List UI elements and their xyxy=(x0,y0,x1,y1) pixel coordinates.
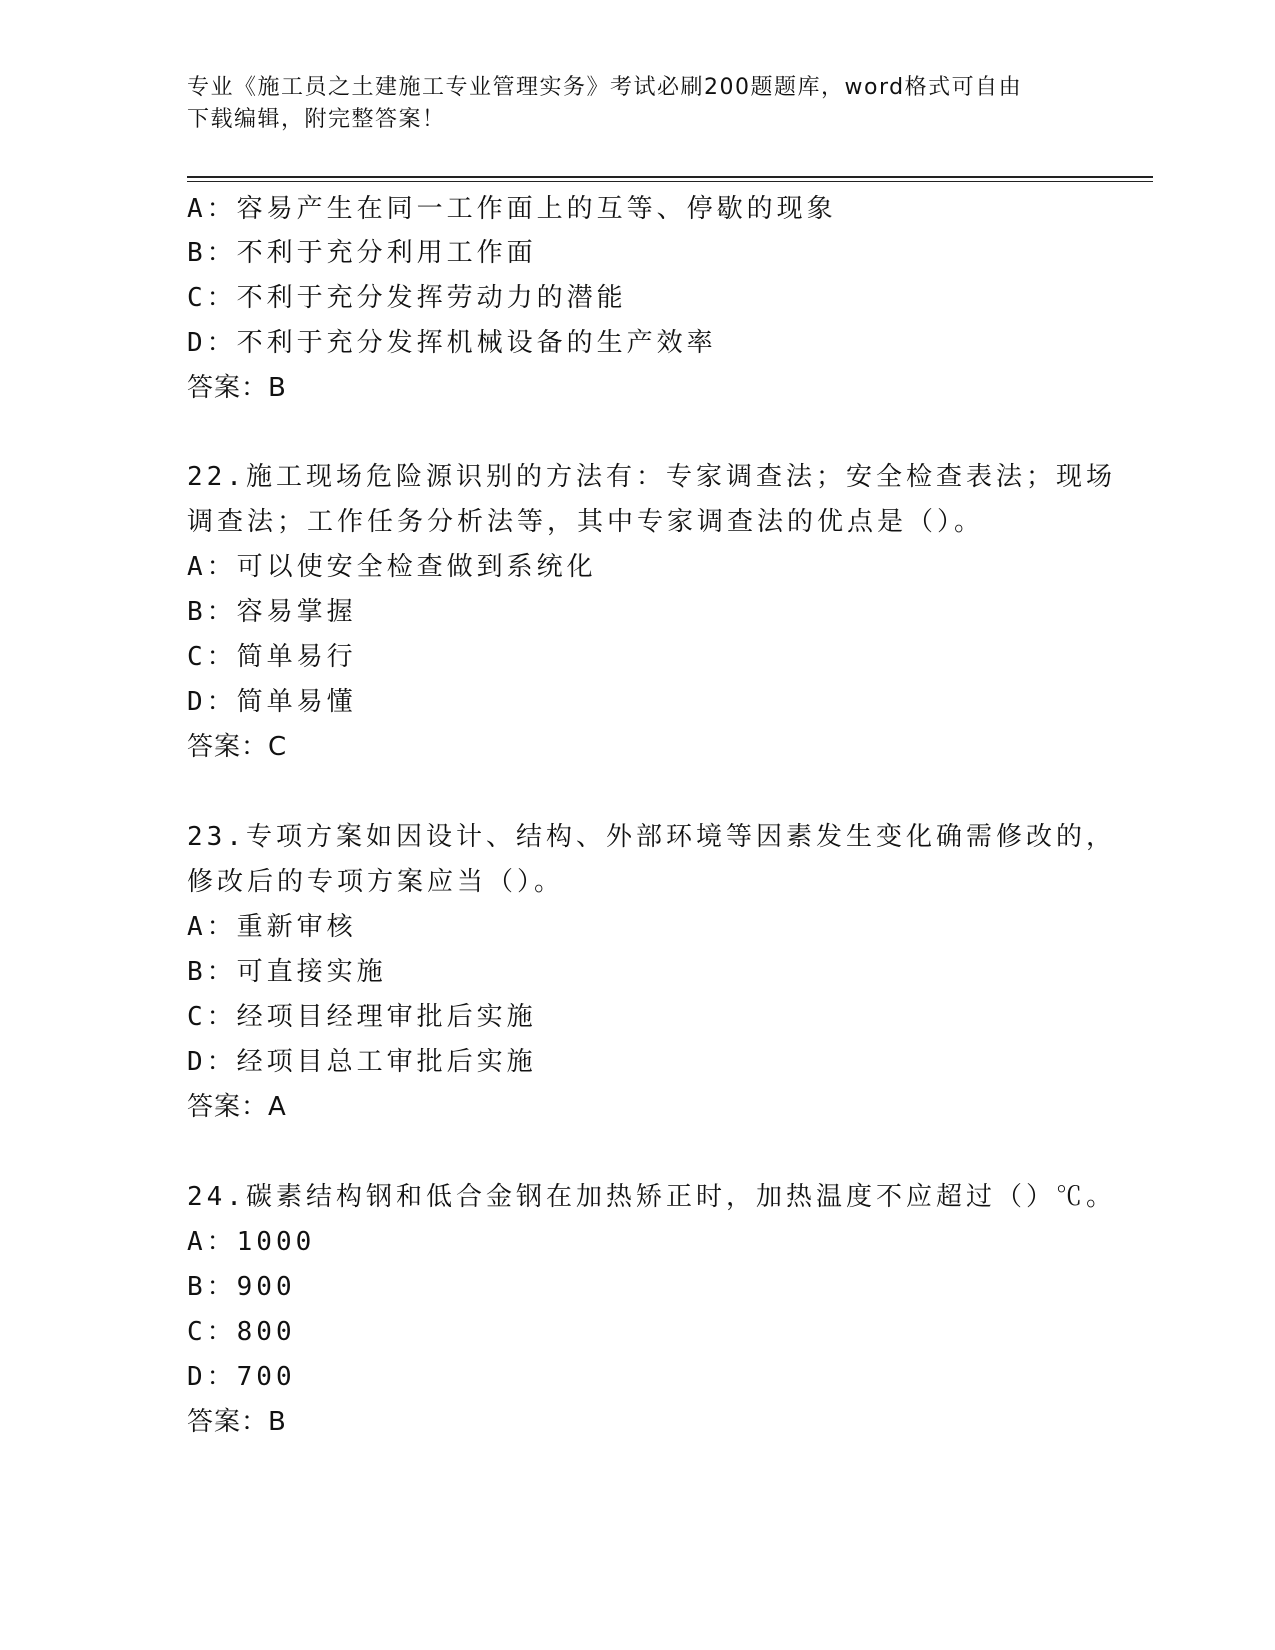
q21-option-c: C：不利于充分发挥劳动力的潜能 xyxy=(187,283,627,313)
q22-stem-line-1: 22.施工现场危险源识别的方法有：专家调查法；安全检查表法；现场 xyxy=(187,462,1116,492)
header-divider-thin xyxy=(187,181,1153,182)
q23-option-a: A：重新审核 xyxy=(187,912,357,942)
q24-option-b: B：900 xyxy=(187,1272,296,1302)
q23-option-b: B：可直接实施 xyxy=(187,957,387,987)
q21-answer: 答案：B xyxy=(187,373,287,403)
q22-option-b: B：容易掌握 xyxy=(187,597,357,627)
q22-stem-line-2: 调查法；工作任务分析法等，其中专家调查法的优点是（）。 xyxy=(187,507,985,537)
header-divider-thick xyxy=(187,176,1153,178)
q24-stem-line-1: 24.碳素结构钢和低合金钢在加热矫正时，加热温度不应超过（）℃。 xyxy=(187,1182,1116,1212)
q21-option-b: B：不利于充分利用工作面 xyxy=(187,238,537,268)
q21-option-a: A：容易产生在同一工作面上的互等、停歇的现象 xyxy=(187,194,837,224)
q23-stem-line-1: 23.专项方案如因设计、结构、外部环境等因素发生变化确需修改的， xyxy=(187,822,1116,852)
q22-option-c: C：简单易行 xyxy=(187,642,357,672)
q24-option-d: D：700 xyxy=(187,1362,296,1392)
q23-stem-line-2: 修改后的专项方案应当（）。 xyxy=(187,867,565,897)
header-line-2: 下载编辑，附完整答案！ xyxy=(187,107,446,132)
q24-option-c: C：800 xyxy=(187,1317,296,1347)
q22-option-a: A：可以使安全检查做到系统化 xyxy=(187,552,597,582)
q21-option-d: D：不利于充分发挥机械设备的生产效率 xyxy=(187,328,717,358)
q24-option-a: A：1000 xyxy=(187,1227,316,1257)
q23-option-d: D：经项目总工审批后实施 xyxy=(187,1047,537,1077)
q23-answer: 答案：A xyxy=(187,1092,287,1122)
document-header xyxy=(187,72,1067,136)
q22-answer: 答案：C xyxy=(187,732,288,762)
q24-answer: 答案：B xyxy=(187,1407,287,1437)
header-line-1: 专业《施工员之土建施工专业管理实务》考试必刷200题题库，word格式可自由 xyxy=(187,75,1023,100)
q22-option-d: D：简单易懂 xyxy=(187,687,357,717)
q23-option-c: C：经项目经理审批后实施 xyxy=(187,1002,537,1032)
